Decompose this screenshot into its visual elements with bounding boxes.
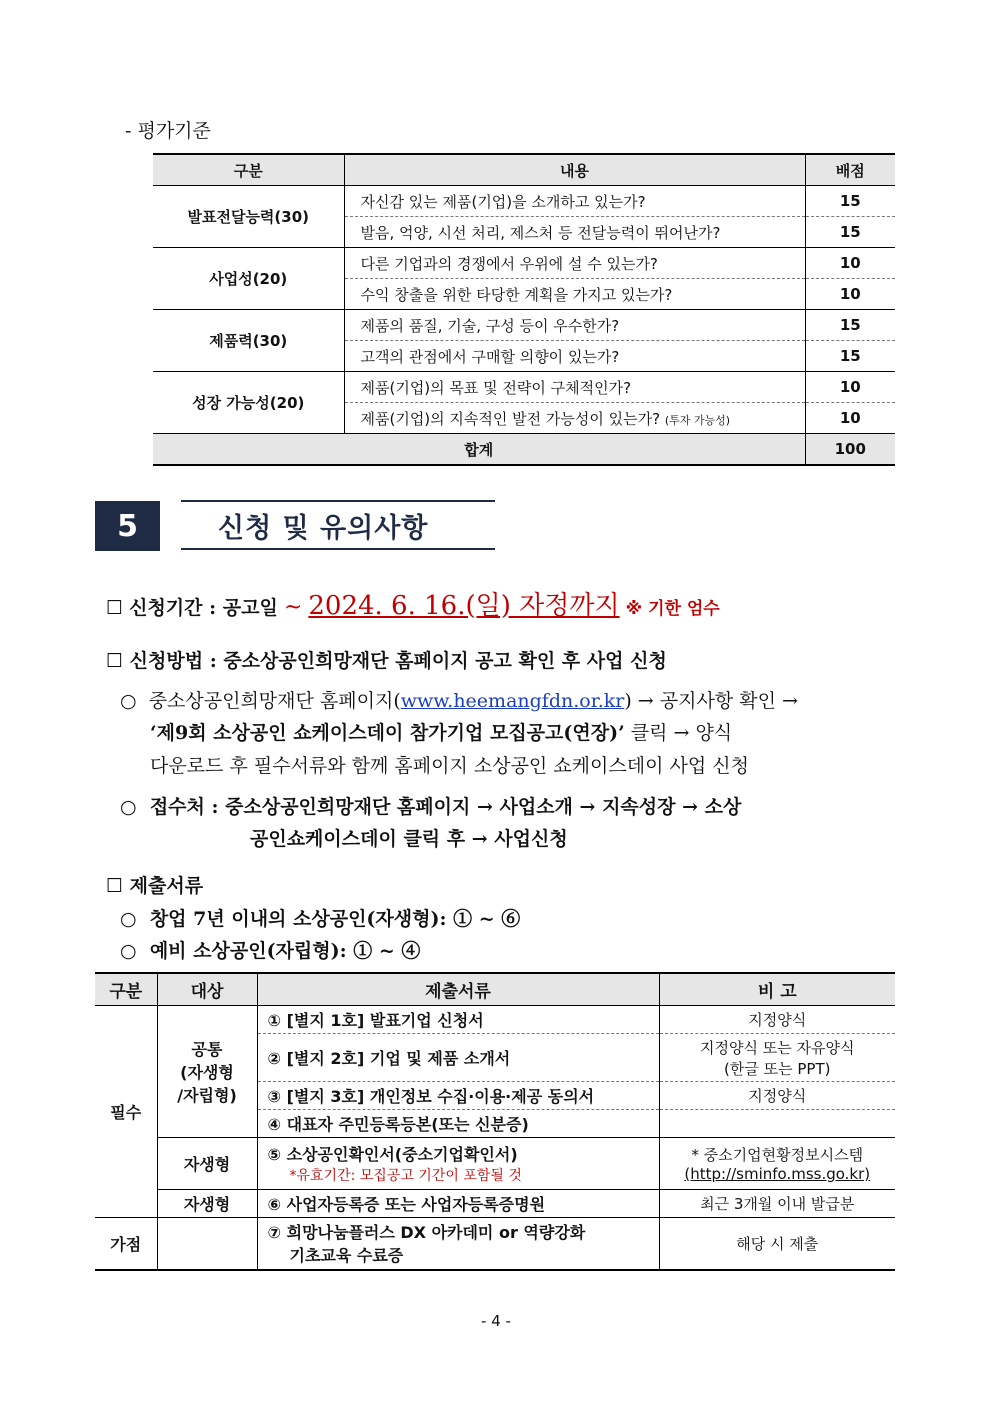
evaluation-table (153, 153, 895, 466)
checkbox-icon: ☐ (106, 875, 124, 897)
eval-header-category: 구분 (153, 154, 344, 186)
method-bullet2-line2: 공인쇼케이스데이 클릭 후 → 사업신청 (250, 828, 568, 850)
bullet1-pre: 중소상공인희망재단 홈페이지( (148, 690, 401, 712)
doc-note (659, 1034, 895, 1082)
eval-content: 제품(기업)의 목표 및 전략이 구체적인가? (344, 372, 805, 403)
doc-header-category: 구분 (95, 973, 157, 1006)
target-self: 자생형 (157, 1138, 257, 1190)
target-common (157, 1006, 257, 1138)
doc-item (257, 1218, 659, 1270)
tilde: ~ (283, 595, 303, 620)
eval-content: 발음, 억양, 시선 처리, 제스처 등 전달능력이 뛰어난가? (344, 217, 805, 248)
required-label: 필수 (95, 1006, 157, 1218)
eval-category: 발표전달능력(30) (153, 186, 344, 248)
deadline: 2024. 6. 16.(일) 자정까지 (308, 591, 620, 621)
documents-heading (106, 871, 203, 898)
table-row (95, 1190, 895, 1218)
eval-category: 사업성(20) (153, 248, 344, 310)
eval-content-note: (투자 가능성) (664, 413, 731, 427)
doc-item: ④ 대표자 주민등록등본(또는 신분증) (257, 1110, 659, 1138)
doc-item-text: ⑤ 소상공인확인서(중소기업확인서) (267, 1145, 518, 1164)
eval-category: 성장 가능성(20) (153, 372, 344, 434)
section-number: 5 (95, 501, 160, 551)
section-title-text: 신청 및 유의사항 (218, 512, 429, 544)
doc-note: 해당 시 제출 (659, 1218, 895, 1270)
method-bullet1-line2 (150, 718, 732, 745)
documents-bullet (120, 904, 520, 931)
sminfo-link[interactable]: (http://sminfo.mss.go.kr) (684, 1165, 871, 1183)
eval-content: 고객의 관점에서 구매할 의향이 있는가? (344, 341, 805, 372)
doc-header-target: 대상 (157, 973, 257, 1006)
bullet-marker: ○ (120, 796, 137, 818)
doc-item: ① [별지 1호] 발표기업 신청서 (257, 1006, 659, 1034)
eval-content (344, 403, 805, 434)
documents-label: 제출서류 (129, 875, 204, 897)
doc-note-line: * 중소기업현황정보시스템 (691, 1146, 864, 1164)
eval-content: 다른 기업과의 경쟁에서 우위에 설 수 있는가? (344, 248, 805, 279)
application-period-label: 신청기간 : 공고일 (129, 597, 278, 619)
table-row (153, 372, 895, 403)
doc-note (659, 1138, 895, 1190)
eval-score: 10 (805, 279, 895, 310)
section-title (181, 500, 495, 550)
doc-header-remarks: 비 고 (659, 973, 895, 1006)
eval-content: 제품의 품질, 기술, 구성 등이 우수한가? (344, 310, 805, 341)
target-self: 자생형 (157, 1190, 257, 1218)
documents-table (95, 972, 895, 1271)
eval-content-text: 제품(기업)의 지속적인 발전 가능성이 있는가? (360, 409, 661, 428)
doc-item-line: ⑦ 희망나눔플러스 DX 아카데미 or 역량강화 (267, 1223, 586, 1243)
eval-category: 제품력(30) (153, 310, 344, 372)
target-line: 공통 (191, 1040, 223, 1059)
doc-item-line: 기초교육 수료증 (289, 1246, 404, 1266)
eval-score: 10 (805, 403, 895, 434)
target-line: (자생형 (180, 1063, 234, 1082)
table-row (95, 1218, 895, 1270)
doc-item-sub: *유효기간: 모집공고 기간이 포함될 것 (289, 1168, 522, 1184)
doc-item: ② [별지 2호] 기업 및 제품 소개서 (257, 1034, 659, 1082)
eval-header-row (153, 154, 895, 186)
eval-score: 15 (805, 217, 895, 248)
eval-score: 15 (805, 310, 895, 341)
doc-note: 지정양식 (659, 1082, 895, 1110)
table-row (153, 186, 895, 217)
doc-note: 최근 3개월 이내 발급분 (659, 1190, 895, 1218)
doc-item: ③ [별지 3호] 개인정보 수집·이용·제공 동의서 (257, 1082, 659, 1110)
bonus-target (157, 1218, 257, 1270)
eval-score: 10 (805, 248, 895, 279)
table-row (153, 248, 895, 279)
eval-score: 15 (805, 341, 895, 372)
page-number: - 4 - (481, 1312, 511, 1330)
method-bullet2-line1 (120, 792, 741, 819)
eval-total-row (153, 434, 895, 466)
target-line: /자립형) (177, 1086, 237, 1105)
doc-header-row (95, 973, 895, 1006)
documents-bullet-text: 예비 소상공인(자립형): ① ~ ④ (149, 940, 421, 962)
notice-title: ‘제9회 소상공인 쇼케이스데이 참가기업 모집공고(연장)’ (150, 722, 625, 744)
eval-score: 15 (805, 186, 895, 217)
doc-header-documents: 제출서류 (257, 973, 659, 1006)
bullet-marker: ○ (120, 690, 137, 712)
bullet-marker: ○ (120, 940, 137, 962)
homepage-link[interactable]: www.heemangfdn.or.kr (400, 690, 625, 712)
doc-note (659, 1110, 895, 1138)
table-row (95, 1138, 895, 1190)
checkbox-icon: ☐ (106, 650, 124, 672)
eval-total-label: 합계 (153, 434, 805, 466)
documents-bullet-text: 창업 7년 이내의 소상공인(자생형): ① ~ ⑥ (149, 908, 521, 930)
doc-item: ⑥ 사업자등록증 또는 사업자등록증명원 (257, 1190, 659, 1218)
table-row (153, 310, 895, 341)
eval-heading: - 평가기준 (125, 120, 211, 142)
eval-content: 수익 창출을 위한 타당한 계획을 가지고 있는가? (344, 279, 805, 310)
bullet1-post: ) → 공지사항 확인 → (624, 690, 798, 712)
doc-note-line: 지정양식 또는 자유양식 (700, 1038, 855, 1057)
doc-note-line: (한글 또는 PPT) (724, 1059, 831, 1078)
documents-bullet (120, 936, 420, 963)
bullet1-line2-rest: 클릭 → 양식 (630, 722, 733, 744)
doc-item (257, 1138, 659, 1190)
method-bullet1-line3: 다운로드 후 필수서류와 함께 홈페이지 소상공인 쇼케이스데이 사업 신청 (150, 755, 749, 777)
bullet2-line1: 접수처 : 중소상공인희망재단 홈페이지 → 사업소개 → 지속성장 → 소상 (149, 796, 742, 818)
eval-content: 자신감 있는 제품(기업)을 소개하고 있는가? (344, 186, 805, 217)
application-method (106, 646, 667, 673)
method-bullet1-line1 (120, 686, 798, 713)
application-method-label: 신청방법 : 중소상공인희망재단 홈페이지 공고 확인 후 사업 신청 (129, 650, 667, 672)
bonus-label: 가점 (95, 1218, 157, 1270)
eval-total-score: 100 (805, 434, 895, 466)
eval-score: 10 (805, 372, 895, 403)
application-period (106, 588, 720, 627)
table-row (95, 1006, 895, 1034)
eval-header-content: 내용 (344, 154, 805, 186)
checkbox-icon: ☐ (106, 597, 124, 619)
deadline-note: ※ 기한 엄수 (625, 599, 720, 619)
eval-header-score: 배점 (805, 154, 895, 186)
doc-note: 지정양식 (659, 1006, 895, 1034)
bullet-marker: ○ (120, 908, 137, 930)
